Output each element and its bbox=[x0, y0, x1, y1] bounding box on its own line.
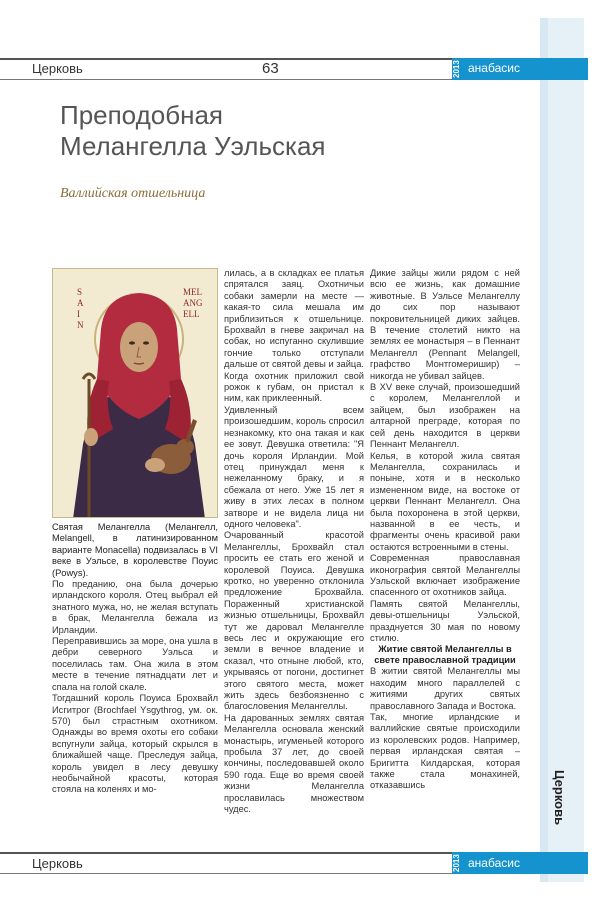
section-subheading: Житие святой Мелангеллы в свете православной традиции bbox=[374, 644, 516, 666]
page-header bbox=[0, 58, 600, 82]
footer-section: Церковь bbox=[32, 856, 83, 871]
header-rule-top bbox=[0, 58, 452, 60]
side-strip-inner bbox=[548, 18, 584, 882]
text-column-2 bbox=[224, 268, 364, 816]
col2-paragraph-2: Удивленный всем произошедшим, король спросил незнакомку, кто она такая и как ее зовут. Девушка ответила: "Я дочь короля Ирландии. Мой отец принуждал меня к нежеланному браку, и я сбежала от него. Уже 15 лет я живу в этих лесах в полном затворе и не видела лица ни одного человека". bbox=[224, 404, 364, 529]
col3-paragraph-7: Так, многие ирландские и валлийские святые происходили из королевских родов. Например, первая ирландская святая – Бригитта Килдарская, которая также стала монахиней, отказавшись bbox=[370, 712, 520, 791]
image-caption: Святая Мелангелла (Мелангелл, Melangell, в латинизированном варианте Monacella) подвизалась в VI веке в Уэльсе, в королевстве Поуис (Powys). bbox=[52, 522, 218, 578]
col3-paragraph-2: В XV веке случай, произошедший с королем, Мелангеллой и зайцем, был изображен на алтарной преграде, которая по сей день находится в церкви Пеннант Мелангелл. bbox=[370, 382, 520, 450]
header-year: 2013 bbox=[452, 60, 461, 78]
text-column-3 bbox=[370, 268, 520, 792]
col2-paragraph-4: На дарованных землях святая Мелангелла основала женский монастырь, игуменьей которого пробыла 37 лет, до своей кончины, последовавшей около 590 года. Еще во время своей жизни Мелангелла прославилась множеством чудес. bbox=[224, 712, 364, 815]
article-subtitle: Валлийская отшельница bbox=[60, 186, 206, 201]
saint-icon-image bbox=[52, 268, 218, 518]
col3-paragraph-6: В житии святой Мелангеллы мы находим много параллелей с житиями других святых православного Запада и Востока. bbox=[370, 666, 520, 711]
side-section-label: Церковь bbox=[552, 770, 567, 826]
icon-inscription-right-3: ELL bbox=[183, 309, 200, 319]
col1-paragraph-3: Тогдашний король Поуиса Брохвайл Исгитрог (Brochfael Ysgythrog, ум. ок. 570) был страстным охотником. Однажды во время охоты его собаки вспугнули зайца, который скрылся в ближайшей чаще. Преследуя зайца, король увидел в лесу девушку необычайной красоты, которая стояла на коленях и мо- bbox=[52, 693, 218, 795]
col3-paragraph-1: Дикие зайцы жили рядом с ней всю ее жизнь, как домашние животные. В Уэльсе Мелангеллу до сих пор называют покровительницей диких зайцев. В течение столетий никто на землях ее монастыря – в Пеннант Мелангелл (Pennant Melangell, графство Монтгомеришир) – никогда не убивал зайцев. bbox=[370, 268, 520, 381]
page-footer bbox=[0, 852, 600, 876]
col2-paragraph-3: Очарованный красотой Мелангеллы, Брохвайл стал просить ее стать его женой и королевой Поуиса. Девушка кротко, но уверенно отклонила предложение Брохвайла. Пораженный христианской жизнью отшельницы, Брохвайл тут же даровал Мелангелле весь лес и окружающие его земли в вечное владение и сказал, что отныне любой, кто, укрываясь от погони, достигнет этого святого места, может жить здесь безбоязненно с благословения Мелангеллы. bbox=[224, 530, 364, 712]
footer-rule-bottom bbox=[0, 873, 452, 874]
icon-inscription-left: S A I N bbox=[77, 287, 84, 330]
title-line-1: Преподобная bbox=[60, 100, 223, 130]
header-magazine: анабасис bbox=[468, 61, 520, 75]
icon-inscription-right-2: ANG bbox=[183, 298, 203, 308]
col1-paragraph-1: По преданию, она была дочерью ирландского короля. Отец выбрал ей знатного мужа, но, не желая вступать в брак, Мелангелла бежала из Ирландии. bbox=[52, 579, 218, 635]
header-rule-bottom bbox=[0, 79, 452, 80]
col3-paragraph-5: Память святой Мелангеллы, девы-отшельницы Уэльской, празднуется 30 мая по новому стилю. bbox=[370, 598, 520, 643]
icon-inscription-right bbox=[183, 287, 203, 320]
footer-rule-top bbox=[0, 852, 452, 854]
col3-paragraph-3: Келья, в которой жила святая Мелангелла, сохранилась и поныне, хотя и в несколько измененном виде, на востоке от церкви Пеннант Мелангелл. Она была похоронена в этой церкви, названной в ее честь, и фрагменты очень красивой раки остаются встроенными в стены. bbox=[370, 450, 520, 552]
text-column-1 bbox=[52, 522, 218, 796]
icon-inscription-right-1: MEL bbox=[183, 287, 202, 297]
footer-year: 2013 bbox=[452, 854, 461, 872]
page-number: 63 bbox=[262, 60, 279, 77]
col2-paragraph-1: лилась, а в складках ее платья спрятался заяц. Охотничьи собаки замерли на месте — какая-то сила мешала им приблизиться к отшельнице. Брохвайл в гневе закричал на собак, но испуганно скулившие гончие только отступали дальше от святой девы и зайца. Когда охотник приложил свой рожок к губам, он пристал к ним, как приклеенный. bbox=[224, 268, 364, 404]
col3-paragraph-4: Современная православная иконография святой Мелангеллы Уэльской включает изображение спасенного от охотников зайца. bbox=[370, 553, 520, 598]
title-line-2: Мелангелла Уэльская bbox=[60, 131, 326, 161]
footer-magazine: анабасис bbox=[468, 856, 520, 870]
header-section: Церковь bbox=[32, 61, 83, 76]
article-title bbox=[60, 100, 480, 162]
col1-paragraph-2: Переправившись за море, она ушла в дебри северного Уэльса и поселилась там. Она жила в этом месте в течение пятнадцати лет и спала на голой скале. bbox=[52, 636, 218, 692]
